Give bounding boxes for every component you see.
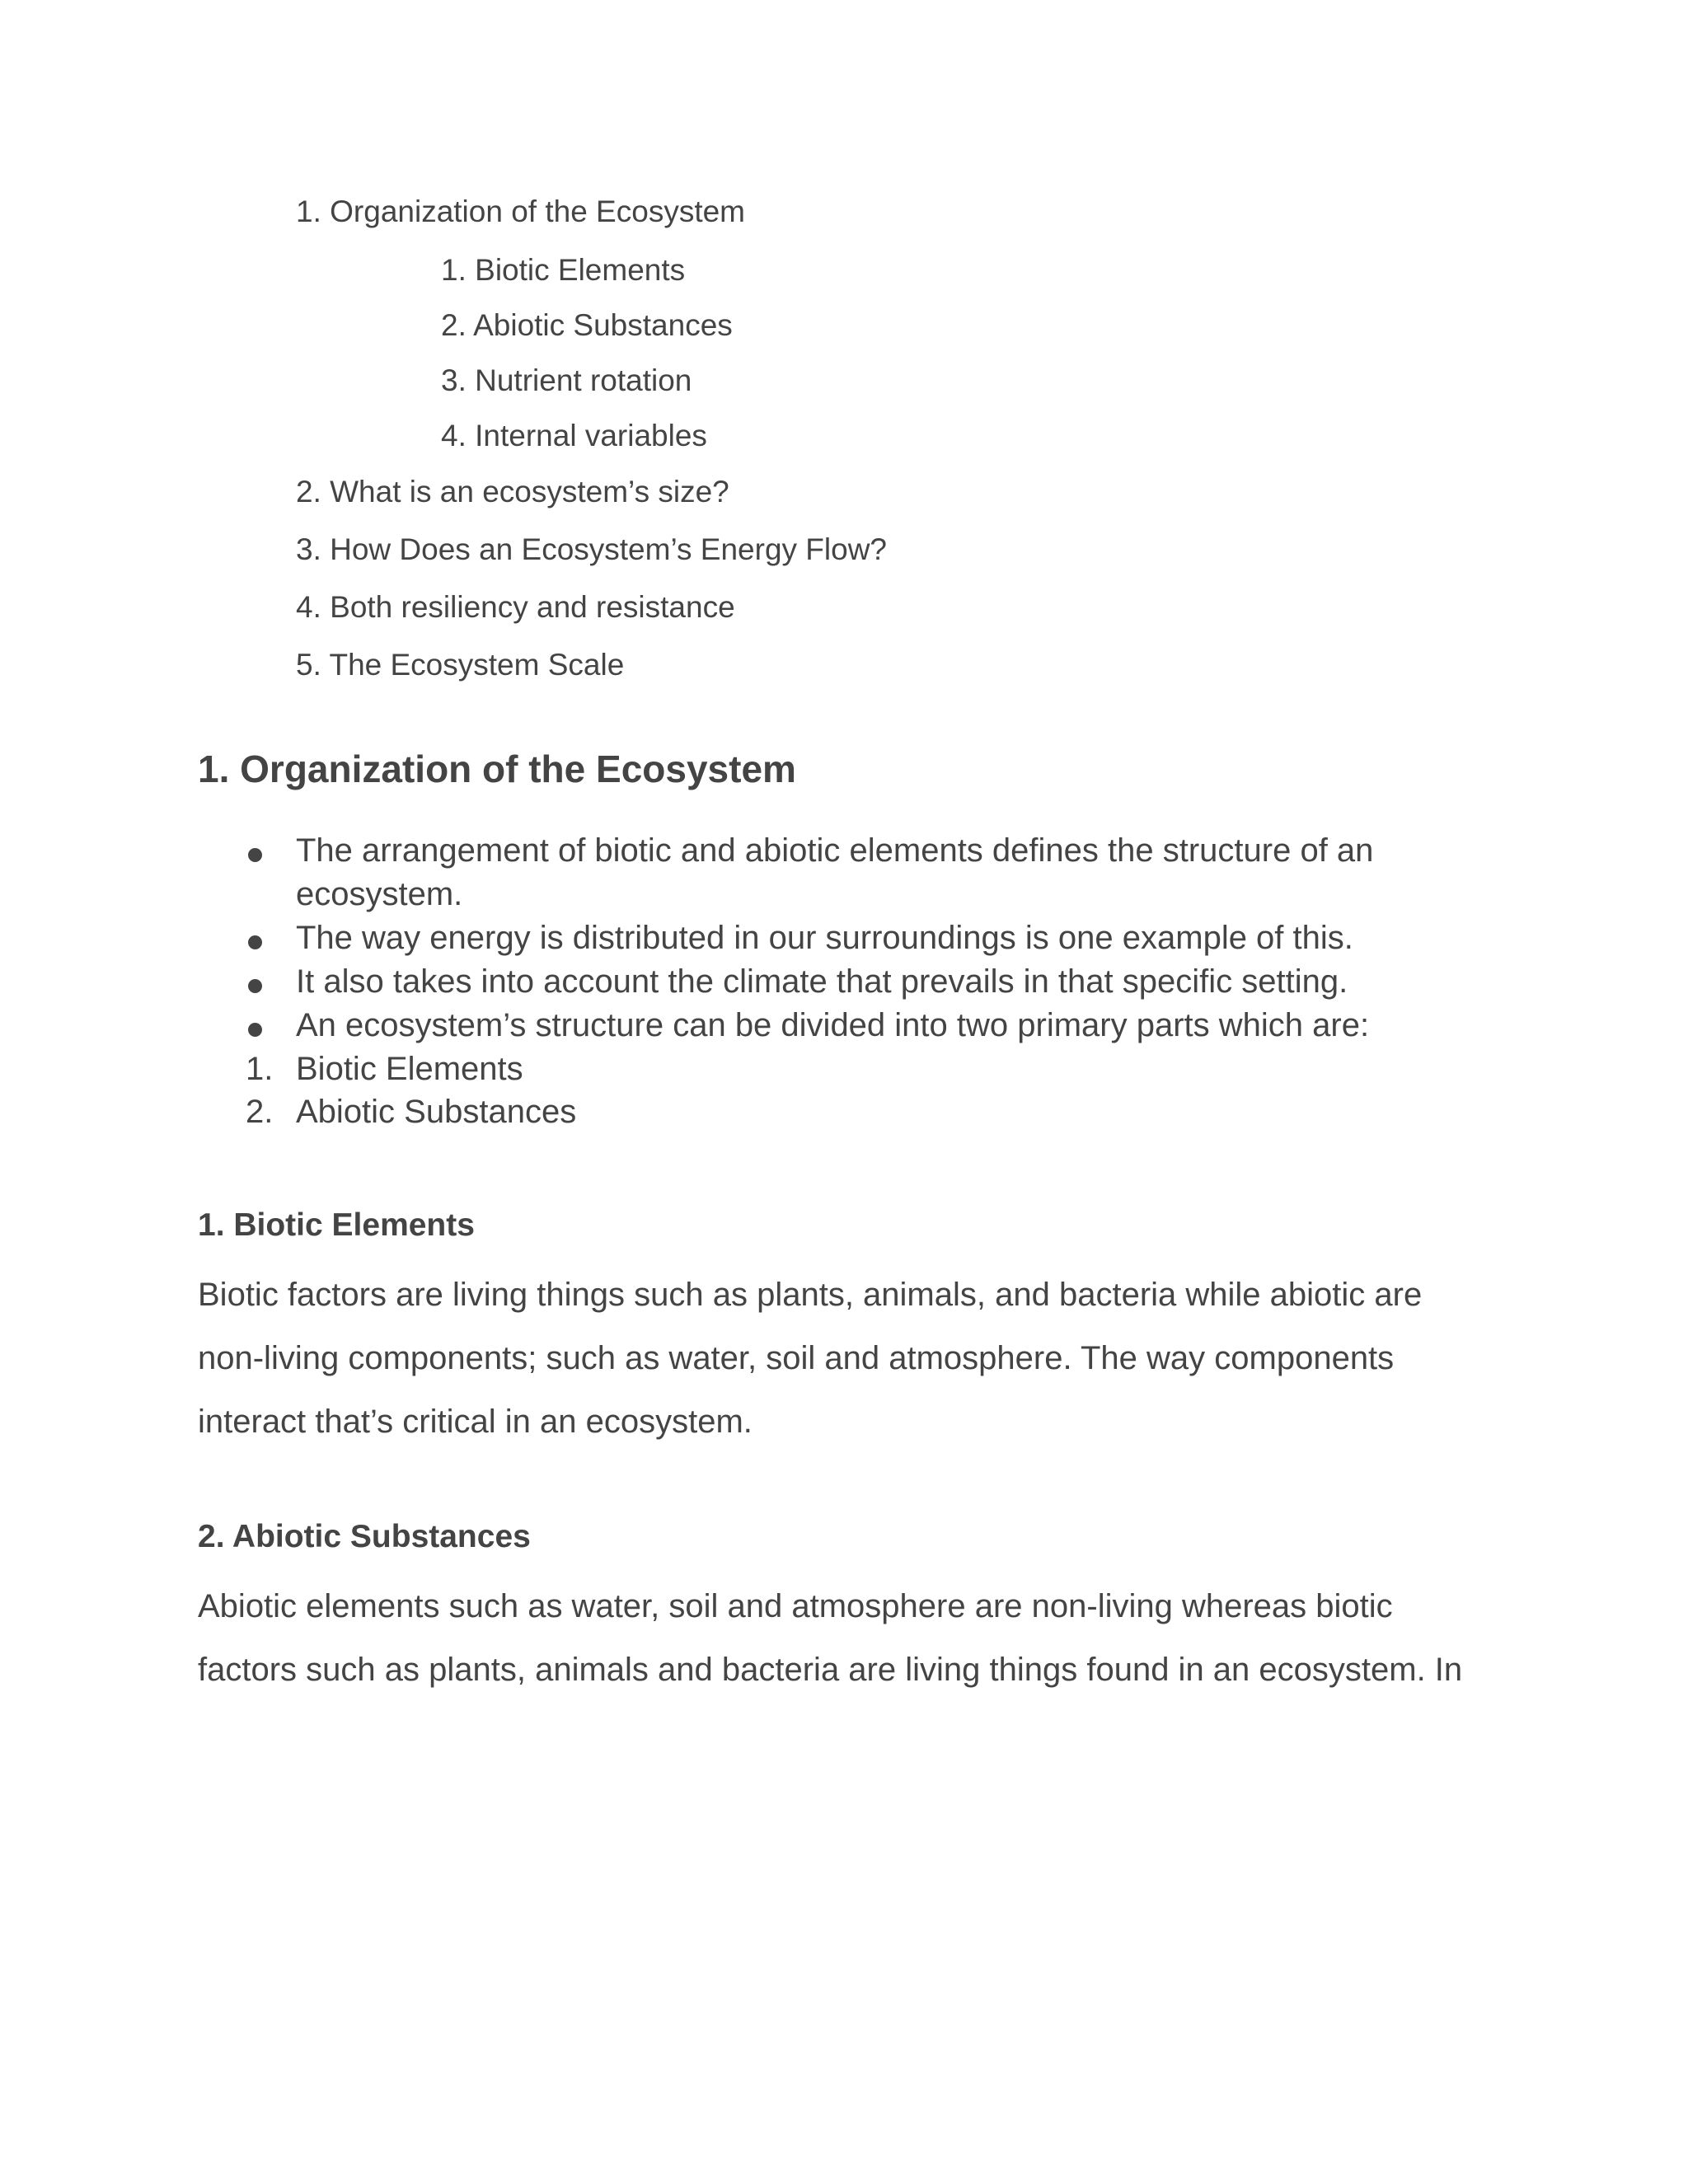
paragraph-abiotic-line2: factors such as plants, animals and bacteria are living things found in an ecosystem. In	[198, 1652, 1463, 1688]
bullet-text-3: It also takes into account the climate that prevails in that specific setting.	[296, 963, 1348, 1000]
numbered-marker-2: 2.	[246, 1094, 274, 1130]
numbered-text-2: Abiotic Substances	[296, 1094, 577, 1130]
paragraph-biotic-line1: Biotic factors are living things such as plants, animals, and bacteria while abiotic are	[198, 1277, 1423, 1313]
subheading-abiotic: 2. Abiotic Substances	[198, 1519, 531, 1554]
toc-item-1: 1. Organization of the Ecosystem	[296, 194, 745, 228]
bullet-marker	[248, 1023, 262, 1037]
section-heading-organization: 1. Organization of the Ecosystem	[198, 748, 796, 790]
paragraph-abiotic-line1: Abiotic elements such as water, soil and atmosphere are non-living whereas biotic	[198, 1588, 1393, 1624]
toc-subitem-3: 3. Nutrient rotation	[441, 363, 692, 397]
toc-item-5: 5. The Ecosystem Scale	[296, 648, 625, 682]
bullet-text-1-line1: The arrangement of biotic and abiotic elements defines the structure of an	[296, 832, 1374, 869]
paragraph-biotic-line2: non-living components; such as water, soil and atmosphere. The way components	[198, 1340, 1395, 1376]
numbered-text-1: Biotic Elements	[296, 1051, 523, 1087]
toc-item-3: 3. How Does an Ecosystem’s Energy Flow?	[296, 532, 888, 566]
bullet-text-1-line2: ecosystem.	[296, 876, 463, 912]
bullet-marker	[248, 979, 262, 993]
toc-subitem-1: 1. Biotic Elements	[441, 253, 686, 287]
subheading-biotic: 1. Biotic Elements	[198, 1207, 475, 1243]
paragraph-biotic-line3: interact that’s critical in an ecosystem.	[198, 1404, 753, 1440]
bullet-marker	[248, 848, 262, 862]
bullet-text-2: The way energy is distributed in our surroundings is one example of this.	[296, 920, 1353, 956]
toc-item-2: 2. What is an ecosystem’s size?	[296, 475, 729, 509]
numbered-marker-1: 1.	[246, 1051, 274, 1087]
bullet-text-4: An ecosystem’s structure can be divided into two primary parts which are:	[296, 1007, 1370, 1043]
bullet-marker	[248, 935, 262, 949]
toc-subitem-4: 4. Internal variables	[441, 419, 707, 452]
toc-item-4: 4. Both resiliency and resistance	[296, 590, 735, 624]
toc-subitem-2: 2. Abiotic Substances	[441, 308, 733, 342]
